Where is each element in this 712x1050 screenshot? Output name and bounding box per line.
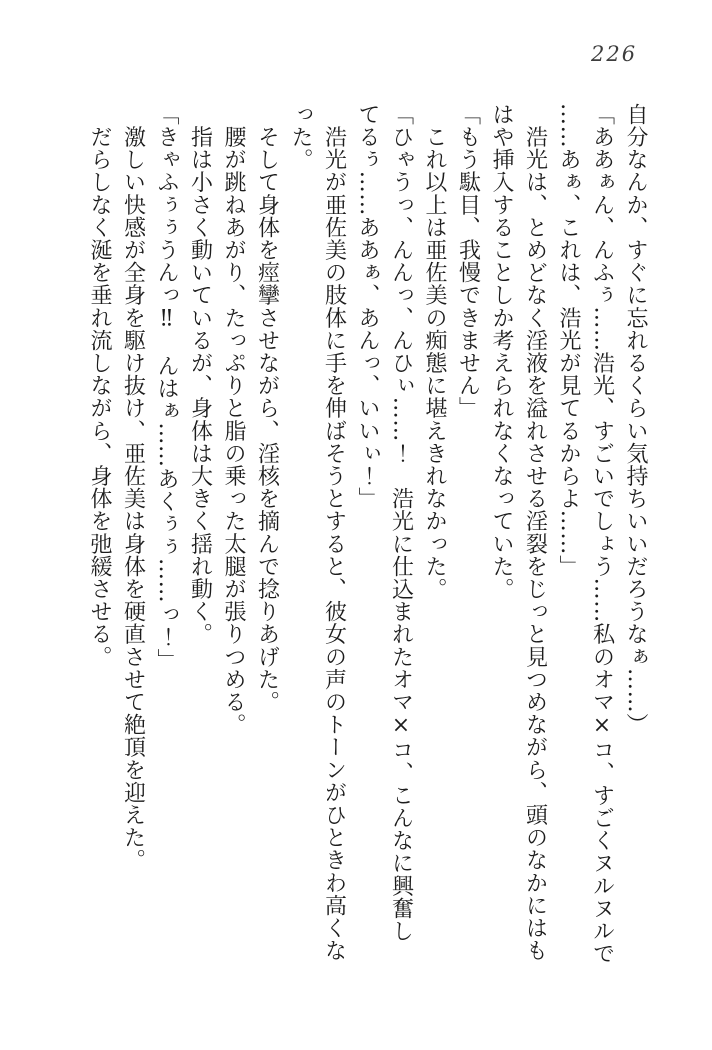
text-line: 浩光は、とめどなく淫液を溢れさせる淫裂をじっと見つめながら、頭のなかにはも <box>522 103 548 962</box>
text-line: 「ひゃうっ、んんっ、んひぃ……！ 浩光に仕込まれたオマ×コ、こんなに興奮し <box>388 103 414 943</box>
text-line: そして身体を痙攣させながら、淫核を摘んで捻りあげた。 <box>254 103 280 714</box>
text-line: 自分なんか、すぐに忘れるくらい気持ちいいだろうなぁ……） <box>623 103 648 736</box>
text-line: 腰が跳ねあがり、たっぷりと脂の乗った太腿が張りつめる。 <box>221 103 246 736</box>
text-line: 指は小さく動いているが、身体は大きく揺れ動く。 <box>187 103 213 646</box>
text-line: はや挿入することしか考えられなくなっていた。 <box>489 103 514 601</box>
text-line: だらしなく涎を垂れ流しながら、身体を弛緩させる。 <box>87 103 112 668</box>
text-line: 激しい快感が全身を駆け抜け、亜佐美は身体を硬直させて絶頂を迎えた。 <box>120 103 146 872</box>
body-text <box>83 103 653 988</box>
text-line: 「もう駄目、我慢できません」 <box>455 103 481 420</box>
text-line: った。 <box>288 103 313 171</box>
text-line: てるぅ……ああぁ、あんっ、いいぃ！」 <box>355 103 380 510</box>
text-line: これ以上は亜佐美の痴態に堪えきれなかった。 <box>422 103 447 601</box>
text-line: ……あぁ、これは、浩光が見てるからよ……」 <box>556 103 581 578</box>
text-line: 「ああぁん、んふぅ……浩光、すごいでしょう……私のオマ×コ、すごくヌルヌルで <box>589 103 615 965</box>
page-number: 226 <box>591 42 638 66</box>
text-line: 浩光が亜佐美の肢体に手を伸ばそうとすると、彼女の声のトーンがひときわ高くな <box>321 103 347 962</box>
text-line: 「きゃふぅぅうんっ‼ んはぁ……あくぅぅ……っ！」 <box>154 103 179 671</box>
